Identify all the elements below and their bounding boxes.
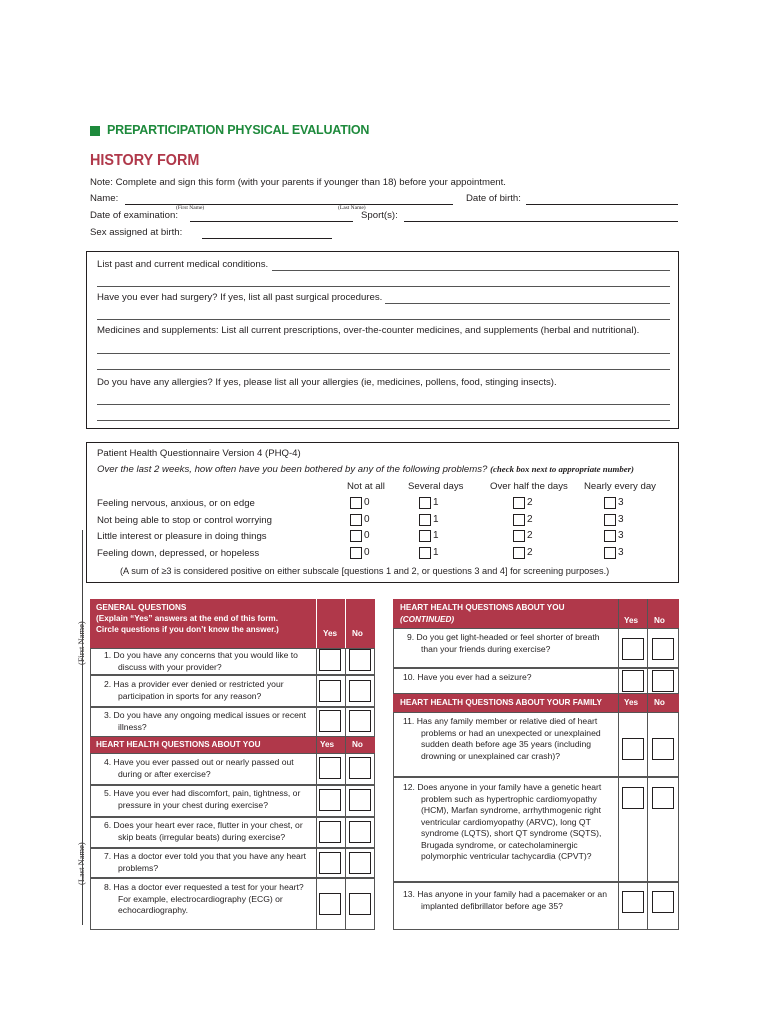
general-questions-header [90, 599, 375, 648]
phq4-value: 0 [364, 530, 370, 541]
phq4-value: 3 [618, 514, 624, 525]
phq4-value: 1 [433, 497, 439, 508]
phq4-checkbox[interactable] [604, 530, 616, 542]
no-checkbox[interactable] [349, 893, 371, 915]
heart-continued-label: HEART HEALTH QUESTIONS ABOUT YOU [400, 603, 565, 612]
medical-history-box [86, 251, 679, 429]
yes-checkbox[interactable] [622, 670, 644, 692]
side-first-name-label: (First Name) [76, 621, 86, 665]
dob-label: Date of birth: [466, 193, 521, 204]
yes-checkbox[interactable] [319, 680, 341, 702]
medicines-line[interactable] [97, 369, 670, 370]
exam-date-label: Date of examination: [90, 210, 178, 221]
no-checkbox[interactable] [652, 738, 674, 760]
phq4-checkbox[interactable] [350, 497, 362, 509]
no-checkbox[interactable] [349, 821, 371, 843]
form-note: Note: Complete and sign this form (with your parents if younger than 18) before your appointment. [90, 177, 506, 188]
sports-field[interactable] [404, 221, 678, 222]
surgery-line[interactable] [97, 319, 670, 320]
sex-field[interactable] [202, 238, 332, 239]
yes-checkbox[interactable] [622, 638, 644, 660]
surgery-line[interactable] [385, 303, 670, 304]
heart-continued-note: (CONTINUED) [400, 615, 455, 624]
phq4-item: Not being able to stop or control worrying [97, 515, 272, 526]
family-header-label: HEART HEALTH QUESTIONS ABOUT YOUR FAMILY [400, 698, 602, 707]
phq4-item: Little interest or pleasure in doing things [97, 531, 267, 542]
first-name-caption: (First Name) [176, 205, 205, 211]
yes-checkbox[interactable] [319, 893, 341, 915]
allergies-line[interactable] [97, 420, 670, 421]
section-title: PREPARTICIPATION PHYSICAL EVALUATION [107, 123, 370, 137]
general-header-line: GENERAL QUESTIONS [96, 603, 187, 612]
phq4-col-several-days: Several days [408, 481, 464, 492]
phq4-checkbox[interactable] [350, 514, 362, 526]
phq4-value: 0 [364, 547, 370, 558]
phq4-instruction [97, 463, 634, 476]
yes-checkbox[interactable] [319, 710, 341, 732]
family-questions-header [393, 694, 679, 712]
question-text: 13. Has anyone in your family had a pacemaker or an implanted defibrillator before age 35? [403, 889, 607, 911]
sex-label: Sex assigned at birth: [90, 227, 183, 238]
general-no-label: No [352, 629, 363, 638]
no-checkbox[interactable] [652, 670, 674, 692]
name-label: Name: [90, 193, 119, 204]
question-text: 1. Do you have any concerns that you would like to discuss with your provider? [104, 650, 298, 672]
sports-label: Sport(s): [361, 210, 398, 221]
heart-questions-header [90, 737, 375, 753]
yes-checkbox[interactable] [622, 787, 644, 809]
phq4-checkbox[interactable] [604, 547, 616, 559]
question-text: 2. Has a provider ever denied or restricted your participation in sports for any reason? [104, 679, 284, 701]
phq4-value: 2 [527, 497, 533, 508]
phq4-item: Feeling nervous, anxious, or on edge [97, 498, 255, 509]
phq4-title: Patient Health Questionnaire Version 4 (PHQ-4) [97, 448, 301, 459]
phq4-col-over-half: Over half the days [490, 481, 568, 492]
yes-checkbox[interactable] [622, 891, 644, 913]
heart-header-label: HEART HEALTH QUESTIONS ABOUT YOU [96, 740, 261, 749]
phq4-value: 1 [433, 547, 439, 558]
header-col-divider [316, 599, 317, 648]
conditions-label: List past and current medical conditions. [97, 259, 269, 270]
heart-no-label: No [352, 740, 363, 749]
phq4-instruction-text: Over the last 2 weeks, how often have you been bothered by any of the following problems? [97, 464, 488, 475]
phq4-checkbox[interactable] [419, 514, 431, 526]
conditions-line[interactable] [97, 286, 670, 287]
section-marker [90, 126, 100, 136]
phq4-value: 2 [527, 530, 533, 541]
question-text: 6. Does your heart ever race, flutter in your chest, or skip beats (irregular beats) during exercise? [104, 820, 303, 842]
yes-checkbox[interactable] [622, 738, 644, 760]
question-text: 7. Has a doctor ever told you that you have any heart problems? [104, 851, 307, 873]
question-text: 11. Has any family member or relative died of heart problems or had an unexpected or unexplained sudden death before age 35 years (including drowning or unexplained car crash)? [403, 716, 601, 761]
phq4-value: 1 [433, 530, 439, 541]
yes-checkbox[interactable] [319, 789, 341, 811]
phq4-checkbox[interactable] [604, 497, 616, 509]
question-text: 5. Have you ever had discomfort, pain, tightness, or pressure in your chest during exercise? [104, 788, 301, 810]
heart-continued-header [393, 599, 679, 628]
conditions-line[interactable] [272, 270, 670, 271]
no-checkbox[interactable] [349, 680, 371, 702]
question-text: 4. Have you ever passed out or nearly passed out during or after exercise? [104, 757, 294, 779]
no-checkbox[interactable] [349, 649, 371, 671]
last-name-caption: (Last Name) [338, 205, 366, 211]
phq4-col-not-at-all: Not at all [347, 481, 385, 492]
phq4-value: 0 [364, 514, 370, 525]
col-divider [345, 648, 346, 930]
phq4-checkbox[interactable] [419, 530, 431, 542]
header-col-divider [345, 599, 346, 648]
no-checkbox[interactable] [349, 710, 371, 732]
phq4-checkbox[interactable] [419, 547, 431, 559]
dob-field[interactable] [526, 204, 678, 205]
question-text: 9. Do you get light-headed or feel shorter of breath than your friends during exercise? [407, 632, 600, 654]
no-checkbox[interactable] [349, 789, 371, 811]
allergies-label: Do you have any allergies? If yes, please list all your allergies (ie, medicines, pollens, food, stinging insects). [97, 377, 557, 388]
phq4-instruction-note: (check box next to appropriate number) [490, 464, 634, 474]
phq4-value: 1 [433, 514, 439, 525]
col-divider [316, 648, 317, 930]
question-text: 3. Do you have any ongoing medical issues or recent illness? [104, 710, 307, 732]
phq4-checkbox[interactable] [513, 547, 525, 559]
question-text: 8. Has a doctor ever requested a test for your heart? For example, electrocardiography (ECG) or echocardiography. [104, 882, 304, 915]
phq4-value: 3 [618, 547, 624, 558]
right-no-label: No [654, 616, 665, 625]
general-yes-label: Yes [323, 629, 338, 638]
no-checkbox[interactable] [349, 757, 371, 779]
phq4-checkbox[interactable] [350, 530, 362, 542]
medicines-label: Medicines and supplements: List all current prescriptions, over-the-counter medicines, and supplements (herbal and nutritional). [97, 325, 640, 336]
phq4-checkbox[interactable] [513, 530, 525, 542]
phq4-col-nearly-every-day: Nearly every day [584, 481, 656, 492]
phq4-value: 0 [364, 497, 370, 508]
no-checkbox[interactable] [652, 891, 674, 913]
phq4-item: Feeling down, depressed, or hopeless [97, 548, 260, 559]
general-header-line: Circle questions if you don’t know the answer.) [96, 625, 279, 634]
yes-checkbox[interactable] [319, 757, 341, 779]
yes-checkbox[interactable] [319, 649, 341, 671]
no-checkbox[interactable] [652, 638, 674, 660]
question-text: 12. Does anyone in your family have a genetic heart problem such as hypertrophic cardiomyopathy (HCM), Marfan syndrome, arrhythmogenic right ventricular cardiomyopathy (ARVC), long QT syndrome (LQTS), short QT syndrome (SQTS), Brugada syndrome, or catecholaminergic polymorphic ventricular tachycardia (CPVT)? [403, 782, 602, 861]
phq4-value: 2 [527, 547, 533, 558]
family-yes-label: Yes [624, 698, 639, 707]
phq4-footnote: (A sum of ≥3 is considered positive on either subscale [questions 1 and 2, or questions 3 and 4] for screening purposes.) [120, 566, 610, 576]
side-divider [82, 530, 83, 925]
phq4-value: 2 [527, 514, 533, 525]
general-header-line: (Explain “Yes” answers at the end of this form. [96, 614, 278, 623]
surgery-label: Have you ever had surgery? If yes, list all past surgical procedures. [97, 292, 383, 303]
phq4-value: 3 [618, 530, 624, 541]
phq4-checkbox[interactable] [604, 514, 616, 526]
medicines-line[interactable] [97, 353, 670, 354]
phq4-checkbox[interactable] [513, 497, 525, 509]
side-last-name-label: (Last Name) [76, 842, 86, 885]
question-text: 10. Have you ever had a seizure? [403, 672, 532, 682]
phq4-checkbox[interactable] [513, 514, 525, 526]
phq4-value: 3 [618, 497, 624, 508]
form-title: HISTORY FORM [90, 152, 200, 169]
allergies-line[interactable] [97, 404, 670, 405]
no-checkbox[interactable] [652, 787, 674, 809]
right-yes-label: Yes [624, 616, 639, 625]
phq4-checkbox[interactable] [419, 497, 431, 509]
col-divider [647, 599, 648, 930]
name-field[interactable] [125, 204, 453, 205]
exam-date-field[interactable] [190, 221, 353, 222]
yes-checkbox[interactable] [319, 852, 341, 874]
family-no-label: No [654, 698, 665, 707]
yes-checkbox[interactable] [319, 821, 341, 843]
phq4-checkbox[interactable] [350, 547, 362, 559]
no-checkbox[interactable] [349, 852, 371, 874]
heart-yes-label: Yes [320, 740, 335, 749]
col-divider [618, 599, 619, 930]
